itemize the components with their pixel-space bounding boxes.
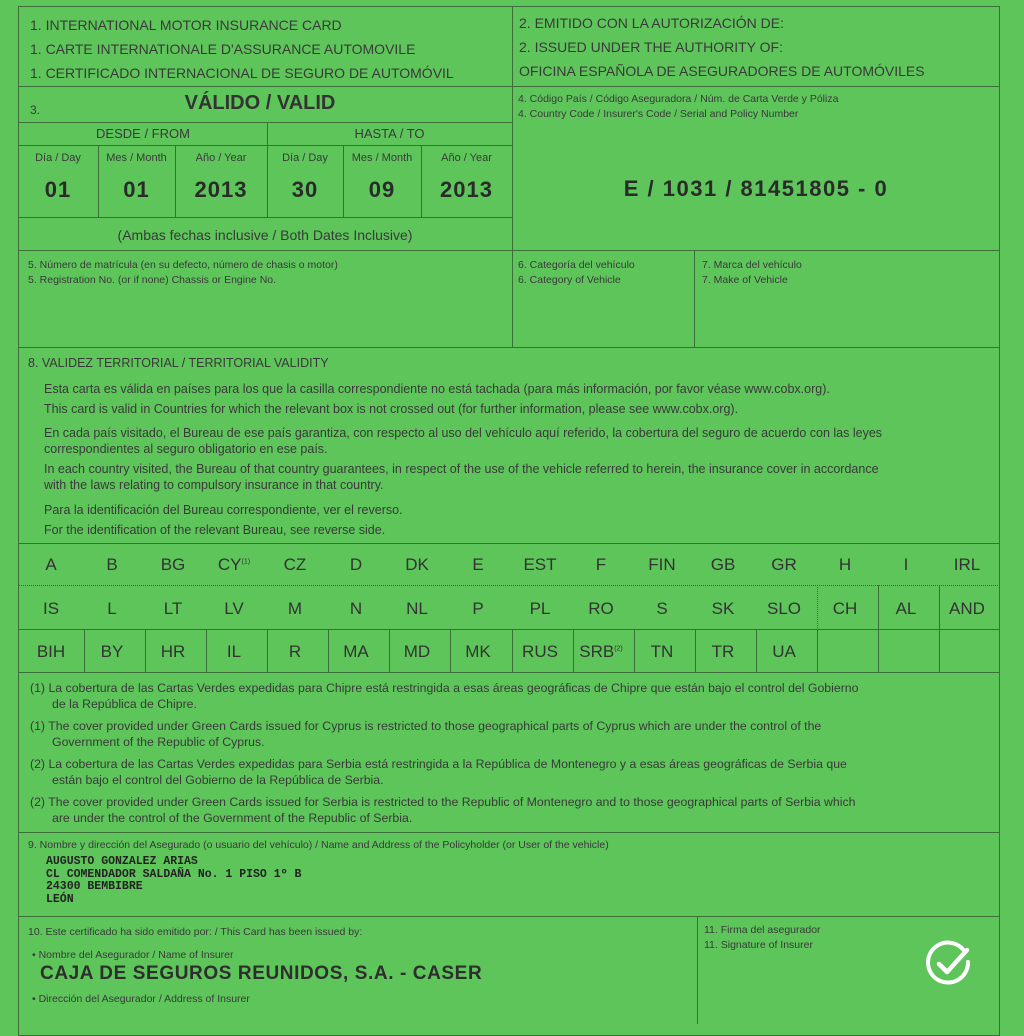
to-year-label: Año / Year: [441, 152, 492, 164]
policyholder-street: CL COMENDADOR SALDAÑA No. 1 PISO 1º B: [46, 867, 302, 881]
category-label-en: 6. Category of Vehicle: [518, 274, 621, 286]
country-code: A: [45, 555, 57, 574]
country-code: TR: [711, 642, 735, 661]
divider: [18, 145, 512, 146]
validity-title: VÁLIDO / VALID: [184, 92, 336, 114]
country-code: MA: [343, 642, 369, 661]
territorial-para2-es-line2: correspondientes al seguro obligatorio en ese país.: [44, 442, 328, 456]
footnotes: [30, 680, 990, 826]
country-code: P: [472, 599, 484, 618]
country-code: NL: [406, 599, 428, 618]
make-label-en: 7. Make of Vehicle: [702, 274, 788, 286]
divider: [694, 250, 695, 347]
insurer-name-label: • Nombre del Asegurador / Name of Insurer: [32, 949, 234, 961]
from-label: DESDE / FROM: [96, 126, 190, 141]
footnote-1-en-line1: (1) The cover provided under Green Cards issued for Cyprus is restricted to those geographical parts of Cyprus which are under the control of the: [30, 719, 822, 733]
policy-label-en: 4. Country Code / Insurer's Code / Serial and Policy Number: [518, 108, 799, 120]
section-3-number: 3.: [30, 103, 41, 117]
country-code: SRB: [579, 642, 615, 661]
territorial-para1-en: This card is valid in Countries for which the relevant box is not crossed out (for further information, please see www.cobx.org).: [44, 402, 739, 416]
divider: [878, 585, 879, 672]
footnote-marker: (2): [614, 645, 623, 653]
country-code: S: [656, 599, 668, 618]
country-code: RO: [588, 599, 614, 618]
to-year-value: 2013: [440, 177, 493, 202]
divider: [697, 916, 698, 1024]
divider: [18, 629, 1000, 630]
policyholder-name: AUGUSTO GONZALEZ ARIAS: [46, 855, 198, 868]
territorial-para2-es: [44, 425, 882, 457]
divider: [817, 629, 818, 672]
signature-label-en: 11. Signature of Insurer: [704, 939, 813, 951]
to-label: HASTA / TO: [354, 126, 425, 141]
footnote-2-en-line2: are under the control of the Government of the Republic of Serbia.: [52, 811, 413, 825]
divider: [512, 6, 513, 86]
signature-label-es: 11. Firma del asegurador: [704, 924, 821, 936]
country-code: N: [349, 599, 363, 618]
policyholder-province: LEÓN: [46, 892, 74, 906]
country-code: BG: [160, 555, 186, 574]
country-code: LV: [224, 599, 244, 618]
country-code: B: [106, 555, 118, 574]
country-code: GR: [771, 555, 797, 574]
category-label-es: 6. Categoría del vehículo: [518, 259, 635, 271]
country-code: PL: [529, 599, 551, 618]
country-code: BIH: [36, 642, 66, 661]
issuer-label: 10. Este certificado ha sido emitido por: / This Card has been issued by:: [28, 926, 363, 938]
divider: [145, 629, 146, 672]
policy-label-es: 4. Código País / Código Aseguradora / Núm. de Carta Verde y Póliza: [518, 93, 839, 105]
country-code: CY: [217, 555, 242, 574]
to-month-value: 09: [368, 177, 396, 202]
country-code: HR: [160, 642, 186, 661]
make-label-es: 7. Marca del vehículo: [702, 259, 802, 271]
country-code: SK: [711, 599, 735, 618]
divider: [18, 217, 512, 218]
to-day-label: Día / Day: [282, 152, 328, 164]
country-code: TN: [650, 642, 674, 661]
title-line-en: 1. INTERNATIONAL MOTOR INSURANCE CARD: [30, 17, 342, 33]
authority-block: [519, 11, 925, 83]
country-code-cy: [206, 555, 262, 575]
footnote-2-es-line1: (2) La cobertura de las Cartas Verdes expedidas para Serbia está restringida a la República de Montenegro y a esas áreas geográficas de Serbia que: [30, 757, 847, 771]
divider: [450, 629, 451, 672]
country-code: BY: [100, 642, 124, 661]
divider: [512, 250, 513, 347]
footnote-2-en-line1: (2) The cover provided under Green Cards issued for Serbia is restricted to the Republic of Montenegro and to those geographical parts of Serbia which: [30, 795, 856, 809]
policyholder-label: 9. Nombre y dirección del Asegurado (o usuario del vehículo) / Name and Address of the Policyholder (or User of the vehicle): [28, 839, 609, 851]
divider: [512, 629, 513, 672]
country-code: GB: [710, 555, 736, 574]
divider: [267, 629, 268, 672]
to-month-label: Mes / Month: [351, 152, 413, 164]
country-code: I: [903, 555, 909, 574]
footnote-2-es-line2: están bajo el control del Gobierno de la República de Serbia.: [52, 773, 384, 787]
divider: [18, 122, 512, 123]
territorial-para3-es: Para la identificación del Bureau correspondiente, ver el reverso.: [44, 503, 403, 517]
divider: [18, 916, 1000, 917]
country-code: CZ: [283, 555, 307, 574]
divider: [328, 629, 329, 672]
authority-issuer: OFICINA ESPAÑOLA DE ASEGURADORES DE AUTOMÓVILES: [519, 63, 925, 79]
country-code: SLO: [766, 599, 802, 618]
country-code: EST: [523, 555, 557, 574]
footnote-1-en-line2: Government of the Republic of Cyprus.: [52, 735, 265, 749]
registration-label-es: 5. Número de matrícula (en su defecto, número de chasis o motor): [28, 259, 338, 271]
title-line-es: 1. CERTIFICADO INTERNACIONAL DE SEGURO DE AUTOMÓVIL: [30, 65, 454, 81]
card-title-block: [30, 13, 454, 85]
check-badge-icon: [925, 940, 973, 988]
footnote-1-es-line1: (1) La cobertura de las Cartas Verdes expedidas para Chipre está restringida a esas áreas geográficas de Chipre que están bajo el control del Gobierno: [30, 681, 859, 695]
footnote-1-es-line2: de la República de Chipre.: [52, 697, 197, 711]
insurer-address-label: • Dirección del Asegurador / Address of Insurer: [32, 993, 250, 1005]
authority-line-es: 2. EMITIDO CON LA AUTORIZACIÓN DE:: [519, 15, 785, 31]
country-code: R: [288, 642, 302, 661]
country-code: FIN: [648, 555, 676, 574]
country-code-srb: [573, 642, 629, 662]
to-day-value: 30: [291, 177, 319, 202]
divider: [695, 629, 696, 672]
policyholder-address: [46, 856, 301, 906]
divider: [18, 250, 1000, 251]
territorial-para1-es: Esta carta es válida en países para los que la casilla correspondiente no está tachada (para más información, por favor véase www.cobx.org).: [44, 382, 830, 396]
from-month-value: 01: [123, 177, 150, 202]
territorial-para2-en-line2: with the laws relating to compulsory insurance in that country.: [44, 478, 384, 492]
dates-inclusive-note: (Ambas fechas inclusive / Both Dates Inclusive): [117, 227, 413, 243]
country-grid: [18, 543, 1000, 673]
country-code: DK: [405, 555, 429, 574]
title-line-fr: 1. CARTE INTERNATIONALE D'ASSURANCE AUTOMOVILE: [30, 41, 416, 57]
from-day-value: 01: [44, 177, 72, 202]
authority-line-en: 2. ISSUED UNDER THE AUTHORITY OF:: [519, 39, 783, 55]
country-code: AND: [949, 599, 985, 618]
registration-label-en: 5. Registration No. (or if none) Chassis or Engine No.: [28, 274, 277, 286]
country-code: AL: [895, 599, 917, 618]
divider: [206, 629, 207, 672]
country-code: D: [349, 555, 363, 574]
country-code: LT: [163, 599, 183, 618]
divider: [389, 629, 390, 672]
divider: [18, 832, 1000, 833]
from-day-label: Día / Day: [35, 152, 81, 164]
territorial-para2-en-line1: In each country visited, the Bureau of that country guarantees, in respect of the use of the vehicle referred to herein, the insurance cover in accordance: [44, 462, 879, 476]
country-code: CH: [832, 599, 858, 618]
country-code: RUS: [522, 642, 558, 661]
insurer-name: CAJA DE SEGUROS REUNIDOS, S.A. - CASER: [40, 963, 483, 984]
divider: [573, 629, 574, 672]
divider: [939, 585, 940, 672]
divider: [18, 672, 1000, 673]
footnote-marker: (1): [241, 558, 251, 566]
country-code: IRL: [953, 555, 981, 574]
from-month-label: Mes / Month: [106, 152, 167, 164]
divider: [18, 585, 1000, 586]
country-code: F: [595, 555, 607, 574]
country-code: MK: [465, 642, 491, 661]
policy-number: E / 1031 / 81451805 - 0: [623, 176, 889, 201]
territorial-para3-en: For the identification of the relevant Bureau, see reverse side.: [44, 523, 386, 537]
territorial-para2-es-line1: En cada país visitado, el Bureau de ese país garantiza, con respecto al uso del vehículo aquí referido, la cobertura del seguro de acuerdo con las leyes: [44, 426, 883, 440]
country-code: M: [287, 599, 303, 618]
divider: [18, 86, 1000, 87]
country-code: IS: [42, 599, 60, 618]
divider: [634, 629, 635, 672]
territorial-title: 8. VALIDEZ TERRITORIAL / TERRITORIAL VALIDITY: [28, 356, 329, 370]
divider: [512, 86, 513, 251]
country-code: L: [107, 599, 117, 618]
territorial-para2-en: [44, 461, 879, 493]
from-year-label: Año / Year: [195, 152, 247, 164]
from-year-value: 2013: [194, 177, 248, 202]
country-code: H: [838, 555, 852, 574]
country-code: UA: [772, 642, 796, 661]
country-code: MD: [403, 642, 431, 661]
country-code: IL: [226, 642, 242, 661]
divider: [756, 629, 757, 672]
policyholder-postcode-city: 24300 BEMBIBRE: [46, 880, 143, 893]
divider: [18, 347, 1000, 348]
country-code: E: [472, 555, 484, 574]
divider: [84, 629, 85, 672]
